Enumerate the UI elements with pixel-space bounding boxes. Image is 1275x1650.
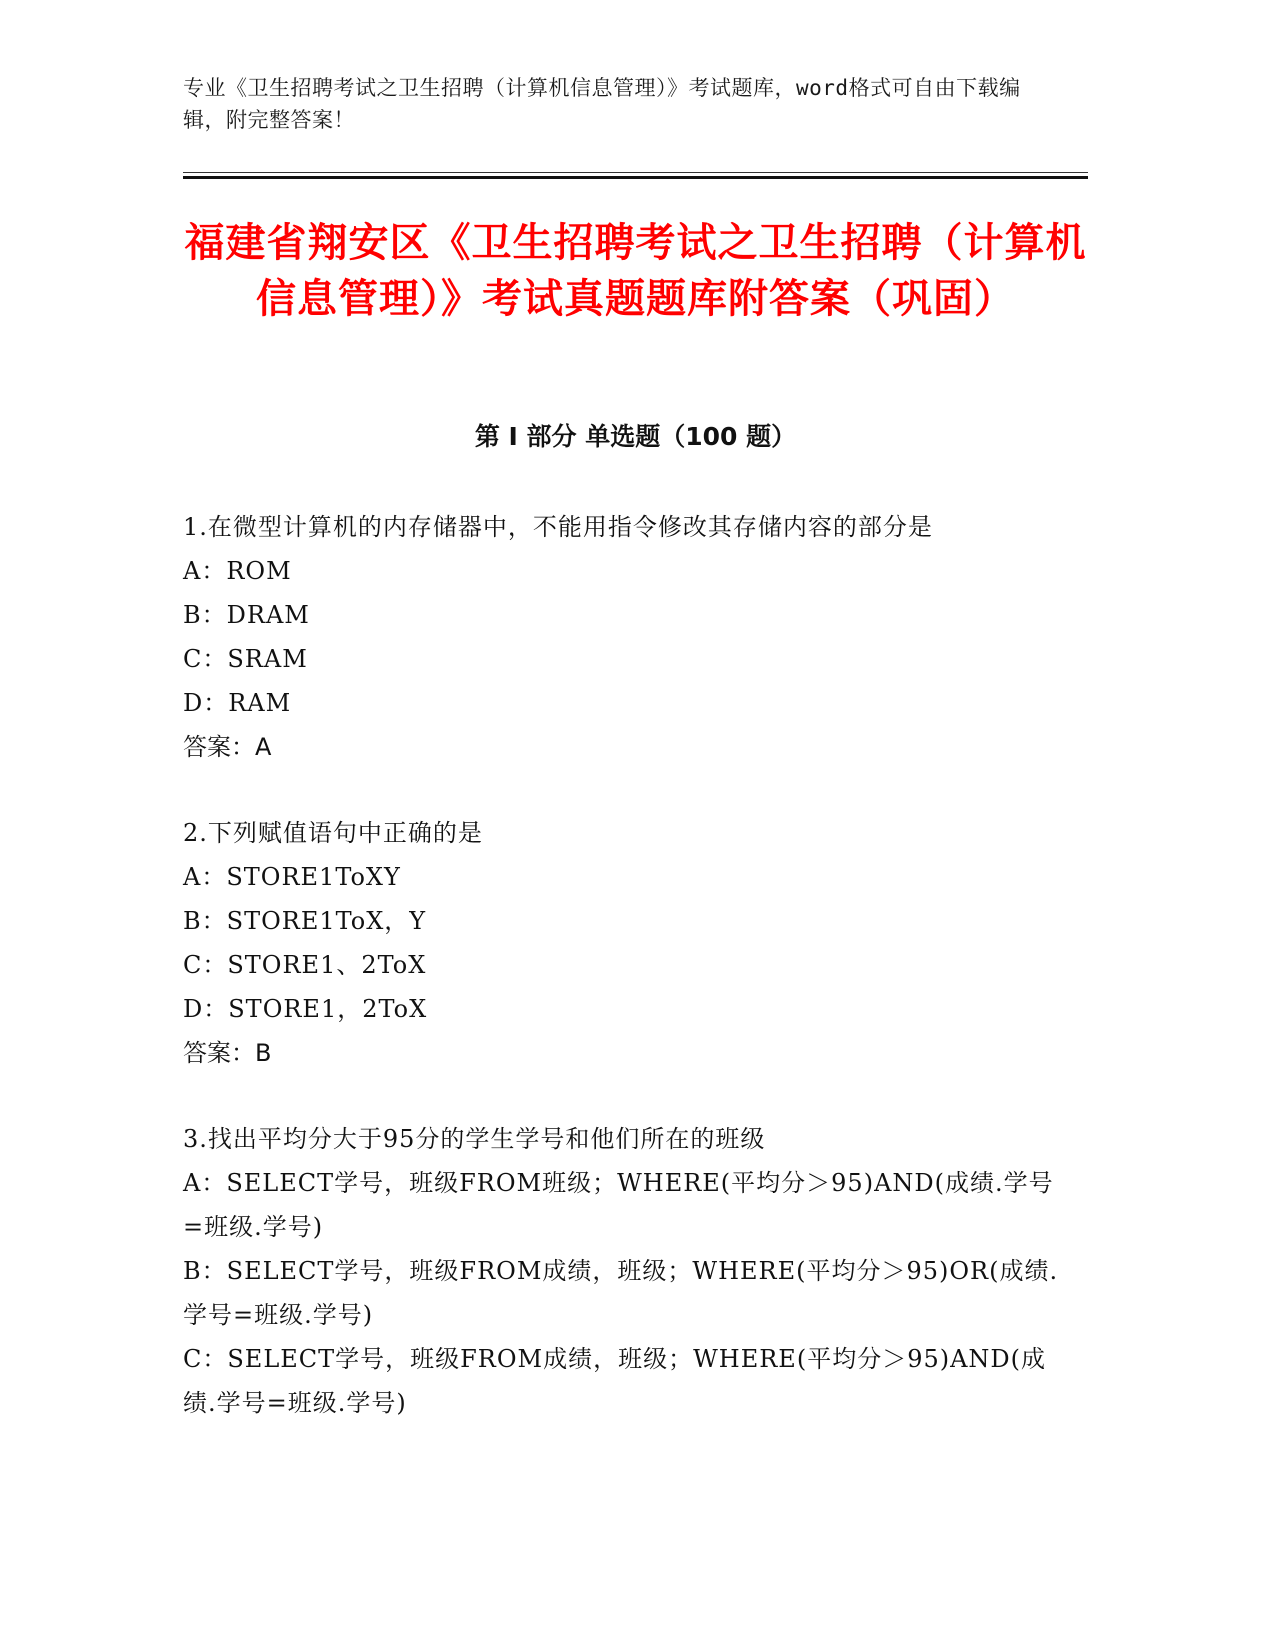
question-1 <box>183 505 1063 769</box>
option-a: A：STORE1ToXY <box>183 863 401 891</box>
question-stem: 3.找出平均分大于95分的学生学号和他们所在的班级 <box>183 1125 766 1153</box>
option-a: A：SELECT学号，班级FROM班级；WHERE(平均分＞95)AND(成绩.学号=班级.学号) <box>183 1169 1054 1241</box>
option-d: D：RAM <box>183 689 292 717</box>
option-c: C：SELECT学号，班级FROM成绩，班级；WHERE(平均分＞95)AND(成绩.学号=班级.学号) <box>183 1345 1047 1417</box>
header-note: 专业《卫生招聘考试之卫生招聘（计算机信息管理）》考试题库，word格式可自由下载编辑，附完整答案！ <box>183 76 1021 132</box>
question-list <box>183 505 1063 1467</box>
question-2 <box>183 811 1063 1075</box>
answer-line: 答案：A <box>183 733 272 761</box>
option-b: B：SELECT学号，班级FROM成绩，班级；WHERE(平均分＞95)OR(成绩.学号=班级.学号) <box>183 1257 1059 1329</box>
option-c: C：STORE1、2ToX <box>183 951 427 979</box>
question-stem: 1.在微型计算机的内存储器中，不能用指令修改其存储内容的部分是 <box>183 513 933 541</box>
answer-line: 答案：B <box>183 1039 272 1067</box>
document-title: 福建省翔安区《卫生招聘考试之卫生招聘（计算机信息管理）》考试真题题库附答案（巩固） <box>184 220 1087 322</box>
option-b: B：STORE1ToX，Y <box>183 907 427 935</box>
option-d: D：STORE1，2ToX <box>183 995 428 1023</box>
option-c: C：SRAM <box>183 645 308 673</box>
option-a: A：ROM <box>183 557 292 585</box>
question-3 <box>183 1117 1063 1425</box>
option-b: B：DRAM <box>183 601 310 629</box>
question-stem: 2.下列赋值语句中正确的是 <box>183 819 483 847</box>
header-divider-thick <box>183 176 1088 179</box>
section-heading: 第 I 部分 单选题（100 题） <box>474 422 797 451</box>
header-divider-thin <box>183 172 1088 173</box>
